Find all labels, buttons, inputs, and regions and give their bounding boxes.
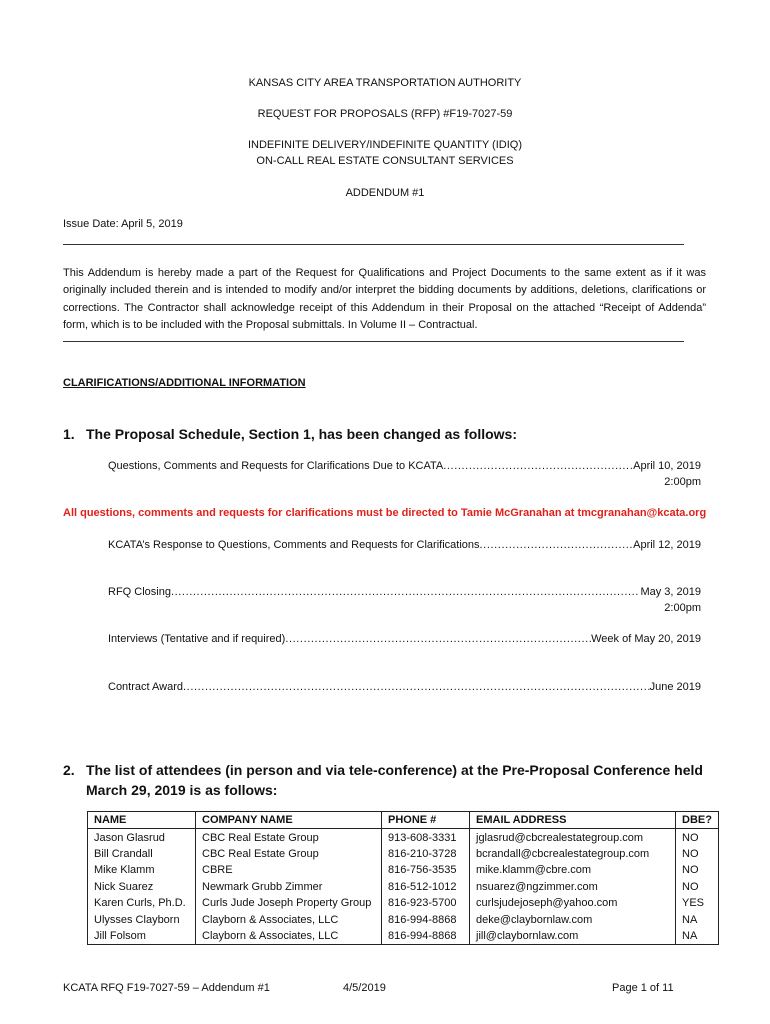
table-header-row [88,812,719,829]
footer-document-id: KCATA RFQ F19-7027-59 – Addendum #1 [63,982,270,994]
leader-dots [183,681,650,693]
attendee-phone: 816-994-8868 [382,911,470,927]
column-header: DBE? [676,812,719,829]
schedule-item [108,460,701,472]
table-row [88,829,719,846]
section-1-number: 1. [63,426,75,442]
schedule-label: Interviews (Tentative and if required) [108,633,286,645]
leader-dots [171,586,640,598]
schedule-date: Week of May 20, 2019 [591,633,701,645]
footer-page-number: Page 1 of 11 [612,982,674,994]
divider [63,341,684,342]
section-1-title: The Proposal Schedule, Section 1, has been changed as follows: [86,426,517,442]
attendee-email: curlsjudejoseph@yahoo.com [470,895,676,911]
leader-dots [443,460,633,472]
column-header: COMPANY NAME [196,812,382,829]
table-row [88,911,719,927]
rfp-number: REQUEST FOR PROPOSALS (RFP) #F19-7027-59 [257,108,513,120]
contact-notice: All questions, comments and requests for clarifications must be directed to Tamie McGranahan at tmcgranahan@kcata.org [63,507,707,519]
attendee-company: Clayborn & Associates, LLC [196,911,382,927]
clarifications-heading: CLARIFICATIONS/ADDITIONAL INFORMATION [63,377,306,389]
attendee-company: Clayborn & Associates, LLC [196,928,382,945]
footer-date: 4/5/2019 [343,982,386,994]
contract-type-line: INDEFINITE DELIVERY/INDEFINITE QUANTITY (IDIQ) [247,139,522,151]
issue-date: Issue Date: April 5, 2019 [63,218,183,230]
table-row [88,879,719,895]
section-2-title: The list of attendees (in person and via tele-conference) at the Pre-Proposal Conference held March 29, 2019 is as follows: [86,762,703,798]
attendee-email: mike.klamm@cbre.com [470,862,676,878]
agency-title: KANSAS CITY AREA TRANSPORTATION AUTHORITY [248,77,522,89]
attendee-name: Karen Curls, Ph.D. [88,895,196,911]
attendee-phone: 816-756-3535 [382,862,470,878]
schedule-item [108,633,701,645]
attendee-phone: 816-210-3728 [382,846,470,862]
column-header: PHONE # [382,812,470,829]
schedule-time: 2:00pm [664,476,701,488]
section-2-heading [63,760,703,800]
section-1-heading [63,426,517,442]
table-row [88,895,719,911]
schedule-label: Questions, Comments and Requests for Clarifications Due to KCATA [108,460,444,472]
attendee-email: nsuarez@ngzimmer.com [470,879,676,895]
table-row [88,928,719,945]
services-line: ON-CALL REAL ESTATE CONSULTANT SERVICES [256,155,514,167]
attendee-dbe: YES [676,895,719,911]
attendee-name: Ulysses Clayborn [88,911,196,927]
attendee-company: CBC Real Estate Group [196,829,382,846]
schedule-date: April 10, 2019 [633,460,701,472]
leader-dots [480,539,634,551]
schedule-item [108,539,701,551]
column-header: EMAIL ADDRESS [470,812,676,829]
column-header: NAME [88,812,196,829]
attendee-phone: 816-994-8868 [382,928,470,945]
attendee-dbe: NA [676,928,719,945]
schedule-time: 2:00pm [664,602,701,614]
attendee-dbe: NO [676,846,719,862]
attendee-name: Jason Glasrud [88,829,196,846]
schedule-item [108,681,701,693]
attendee-name: Mike Klamm [88,862,196,878]
schedule-date: May 3, 2019 [640,586,701,598]
attendee-email: jglasrud@cbcrealestategroup.com [470,829,676,846]
attendee-company: CBC Real Estate Group [196,846,382,862]
attendee-dbe: NA [676,911,719,927]
schedule-label: RFQ Closing [108,586,171,598]
divider [63,244,684,245]
schedule-label: KCATA’s Response to Questions, Comments and Requests for Clarifications [108,539,480,551]
table-row [88,846,719,862]
section-2-number: 2. [63,762,75,778]
addendum-title: ADDENDUM #1 [345,187,425,199]
attendee-email: deke@claybornlaw.com [470,911,676,927]
attendee-phone: 816-512-1012 [382,879,470,895]
schedule-date: April 12, 2019 [633,539,701,551]
attendee-email: jill@claybornlaw.com [470,928,676,945]
schedule-label: Contract Award [108,681,184,693]
attendee-company: Newmark Grubb Zimmer [196,879,382,895]
attendee-dbe: NO [676,829,719,846]
attendee-company: Curls Jude Joseph Property Group [196,895,382,911]
leader-dots [285,633,591,645]
attendee-name: Jill Folsom [88,928,196,945]
table-row [88,862,719,878]
attendees-table [87,811,719,945]
attendee-name: Nick Suarez [88,879,196,895]
attendee-name: Bill Crandall [88,846,196,862]
schedule-item [108,586,701,598]
attendee-phone: 913-608-3331 [382,829,470,846]
attendee-dbe: NO [676,862,719,878]
attendee-email: bcrandall@cbcrealestategroup.com [470,846,676,862]
attendee-dbe: NO [676,879,719,895]
intro-paragraph: This Addendum is hereby made a part of the Request for Qualifications and Project Documents to the same extent as if it was originally included therein and is intended to modify and/or interpret the bidding documents by additions, deletions, clarifications or corrections. The Contractor shall acknowledge receipt of this Addendum in their Proposal on the attached “Receipt of Addenda” form, which is to be included with the Proposal submittals. In Volume II – Contractual. [63,267,706,332]
schedule-date: June 2019 [649,681,701,693]
attendee-phone: 816-923-5700 [382,895,470,911]
attendee-company: CBRE [196,862,382,878]
